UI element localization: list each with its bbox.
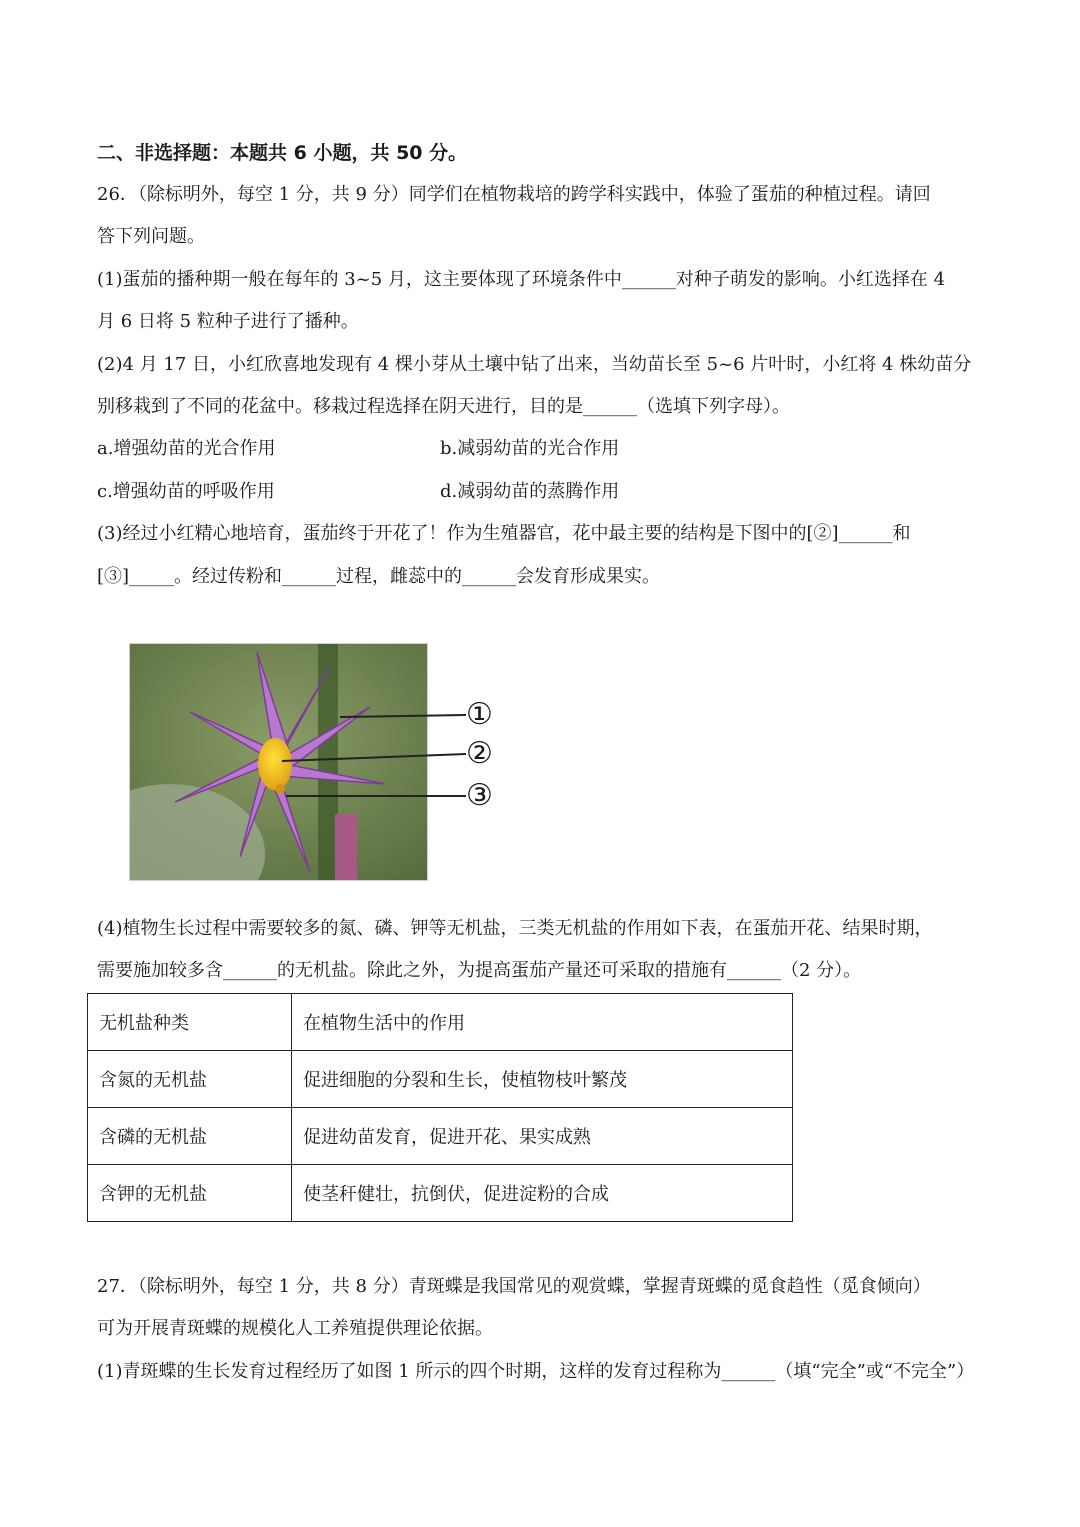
q26-part2-line-1: (2)4 月 17 日，小红欣喜地发现有 4 棵小芽从土壤中钻了出来，当幼苗长至 5~6 片叶时，小红将 4 株幼苗分 <box>97 354 972 375</box>
section-heading: 二、非选择题：本题共 6 小题，共 50 分。 <box>97 142 468 164</box>
option-a: a.增强幼苗的光合作用 <box>97 438 276 459</box>
table-cell: 促进细胞的分裂和生长，使植物枝叶繁茂 <box>292 1051 793 1108</box>
q26-part4-line-1: (4)植物生长过程中需要较多的氮、磷、钾等无机盐，三类无机盐的作用如下表，在蛋茄开花、结果时期， <box>97 918 933 939</box>
q27-intro-line-2: 可为开展青斑蝶的规模化人工养殖提供理论依据。 <box>97 1318 493 1339</box>
table-row <box>88 1165 793 1222</box>
table-header-cell: 在植物生活中的作用 <box>292 994 793 1051</box>
q26-intro-line-1: 26．（除标明外，每空 1 分，共 9 分）同学们在植物栽培的跨学科实践中，体验了蛋茄的种植过程。请回 <box>97 184 931 205</box>
table-header-row <box>88 994 793 1051</box>
q26-part3-line-2: [③]_____。经过传粉和______过程，雌蕊中的______会发育形成果实。 <box>97 566 661 587</box>
table-cell: 含磷的无机盐 <box>88 1108 292 1165</box>
option-c: c.增强幼苗的呼吸作用 <box>97 481 275 502</box>
table-cell: 含钾的无机盐 <box>88 1165 292 1222</box>
table-header-cell: 无机盐种类 <box>88 994 292 1051</box>
table-row <box>88 1108 793 1165</box>
table-cell: 含氮的无机盐 <box>88 1051 292 1108</box>
table-row <box>88 1051 793 1108</box>
option-d: d.减弱幼苗的蒸腾作用 <box>440 481 620 502</box>
q26-part3-line-1: (3)经过小红精心地培育，蛋茄终于开花了！作为生殖器官，花中最主要的结构是下图中的[②]______和 <box>97 523 911 544</box>
q26-part4-line-2: 需要施加较多含______的无机盐。除此之外，为提高蛋茄产量还可采取的措施有______（2 分）。 <box>97 960 862 981</box>
q27-intro-line-1: 27．（除标明外，每空 1 分，共 8 分）青斑蝶是我国常见的观赏蝶，掌握青斑蝶的觅食趋性（觅食倾向） <box>97 1276 931 1297</box>
q27-part1-line-1: (1)青斑蝶的生长发育过程经历了如图 1 所示的四个时期，这样的发育过程称为______（填“完全”或“不完全”） <box>97 1361 975 1382</box>
mineral-salts-table <box>87 993 793 1222</box>
label-1: ① <box>466 697 493 732</box>
q26-part2-line-2: 别移栽到了不同的花盆中。移栽过程选择在阴天进行，目的是______（选填下列字母）。 <box>97 396 790 417</box>
eggplant-flower-photo <box>129 643 428 881</box>
flower-illustration <box>130 644 427 880</box>
table-cell: 促进幼苗发育，促进开花、果实成熟 <box>292 1108 793 1165</box>
label-3: ③ <box>466 778 493 813</box>
option-b: b.减弱幼苗的光合作用 <box>440 438 620 459</box>
q26-part1-line-2: 月 6 日将 5 粒种子进行了播种。 <box>97 311 359 332</box>
q26-part1-line-1: (1)蛋茄的播种期一般在每年的 3~5 月，这主要体现了环境条件中______对种子萌发的影响。小红选择在 4 <box>97 269 946 290</box>
q26-intro-line-2: 答下列问题。 <box>97 226 205 247</box>
table-cell: 使茎秆健壮，抗倒伏，促进淀粉的合成 <box>292 1165 793 1222</box>
label-2: ② <box>466 736 493 771</box>
